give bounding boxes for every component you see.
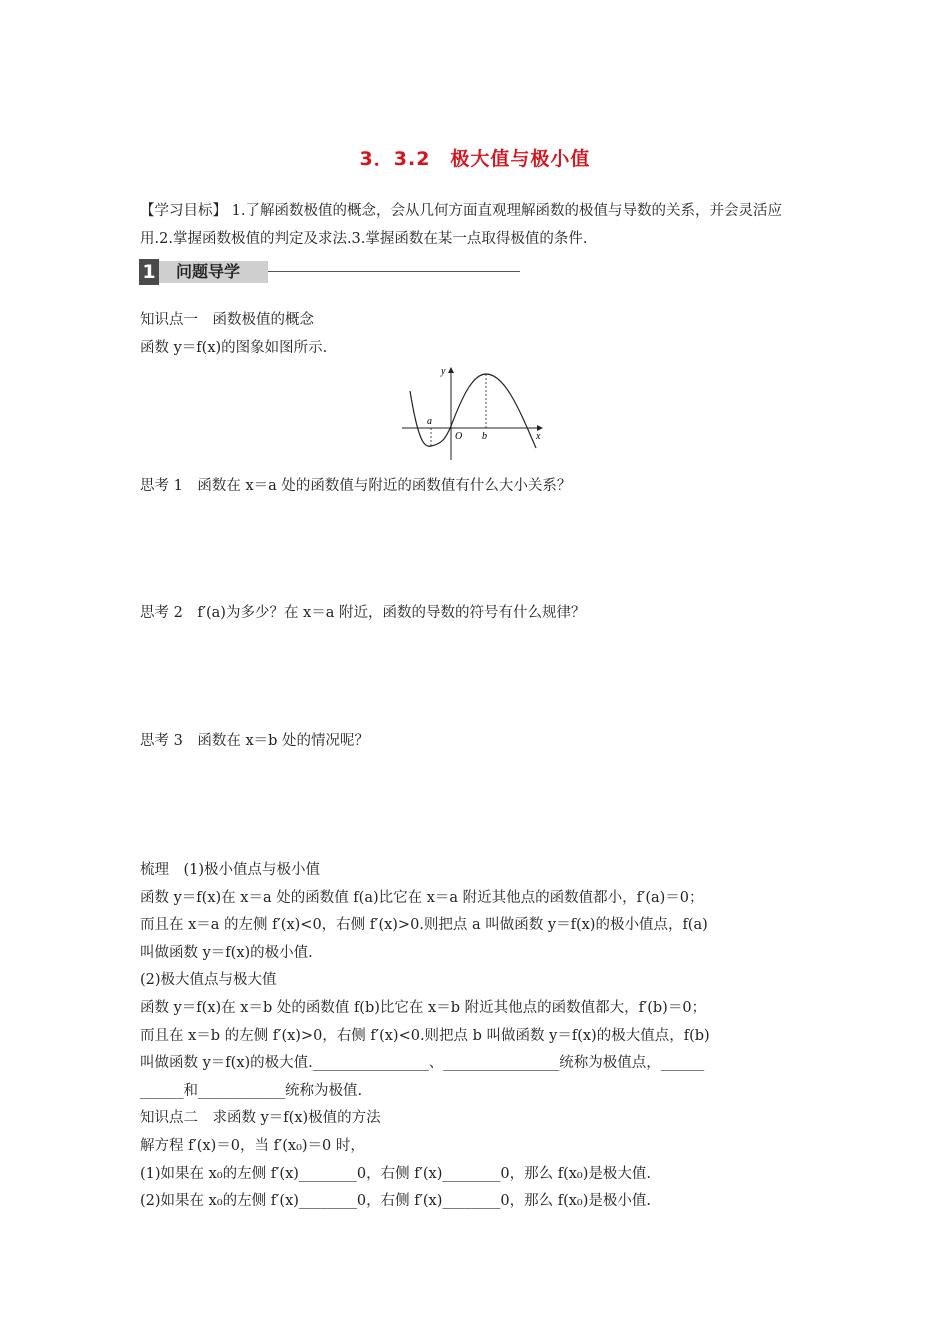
- y-axis-label: y: [441, 366, 446, 377]
- method-line-3: (2)如果在 x₀的左侧 f′(x)________0，右侧 f′(x)________0，那么 f(x₀)是极小值.: [140, 1193, 651, 1209]
- summary-line-7: 而且在 x＝b 的左侧 f′(x)>0，右侧 f′(x)<0.则把点 b 叫做函数 y＝f(x)的极大值点，f(b): [140, 1028, 710, 1044]
- knowledge-point-1: 知识点一 函数极值的概念: [140, 312, 314, 328]
- objectives-text: 1.了解函数极值的概念，会从几何方面直观理解函数的极值与导数的关系，并会灵活应用.2.掌握函数极值的判定及求法.3.掌握函数在某一点取得极值的条件.: [140, 203, 782, 247]
- summary-line-9: ______和____________统称为极值.: [140, 1083, 363, 1099]
- function-curve: [410, 374, 536, 448]
- page-title: 3．3.2 极大值与极小值: [359, 148, 591, 170]
- objectives-label: 【学习目标】: [140, 203, 227, 219]
- summary-line-3: 而且在 x＝a 的左侧 f′(x)<0，右侧 f′(x)>0.则把点 a 叫做函数 y＝f(x)的极小值点，f(a): [140, 917, 708, 933]
- section-title: 问题导学: [176, 262, 241, 281]
- origin-label: O: [455, 431, 463, 442]
- summary-heading: 梳理 (1)极小值点与极小值: [140, 862, 321, 878]
- summary-line-2: 函数 y＝f(x)在 x＝a 处的函数值 f(a)比它在 x＝a 附近其他点的函数值都小，f′(a)＝0；: [140, 890, 704, 906]
- learning-objectives: [140, 198, 812, 253]
- think-question-1: 思考 1 函数在 x＝a 处的函数值与附近的函数值有什么大小关系？: [140, 478, 572, 494]
- summary-subheading-2: (2)极大值点与极大值: [140, 972, 277, 988]
- think-question-3: 思考 3 函数在 x＝b 处的情况呢？: [140, 733, 370, 749]
- knowledge-point-2: 知识点二 求函数 y＝f(x)极值的方法: [140, 1110, 381, 1126]
- summary-line-6: 函数 y＝f(x)在 x＝b 处的函数值 f(b)比它在 x＝b 附近其他点的函数值都大，f′(b)＝0；: [140, 1000, 707, 1016]
- method-line-1: 解方程 f′(x)＝0，当 f′(x₀)＝0 时，: [140, 1138, 365, 1154]
- think-question-2: 思考 2 f′(a)为多少？在 x＝a 附近，函数的导数的符号有什么规律？: [140, 605, 586, 621]
- point-a-label: a: [427, 416, 432, 427]
- function-graph: [400, 362, 550, 462]
- summary-line-4: 叫做函数 y＝f(x)的极小值.: [140, 945, 313, 961]
- x-axis-label: x: [536, 431, 541, 442]
- knowledge-point-1-desc: 函数 y＝f(x)的图象如图所示.: [140, 340, 328, 356]
- summary-line-8: 叫做函数 y＝f(x)的极大值.________________、________________统称为极值点，______: [140, 1055, 705, 1071]
- section-divider: [268, 271, 520, 272]
- point-b-label: b: [482, 431, 487, 442]
- method-line-2: (1)如果在 x₀的左侧 f′(x)________0，右侧 f′(x)________0，那么 f(x₀)是极大值.: [140, 1166, 651, 1182]
- section-number: 1: [139, 259, 159, 285]
